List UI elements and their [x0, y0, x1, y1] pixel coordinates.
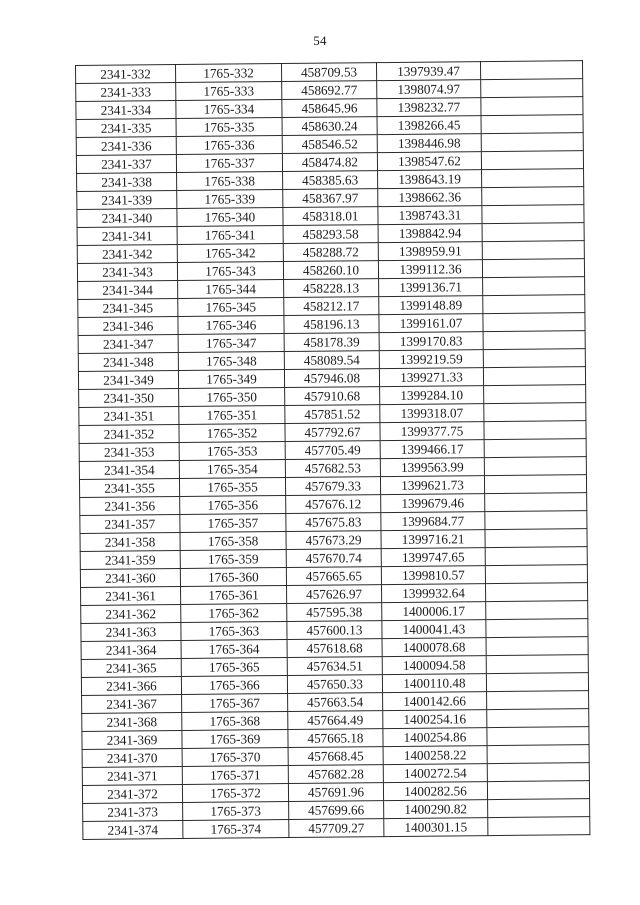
- empty-cell: [488, 817, 590, 836]
- x-coordinate-cell: 457595.38: [287, 603, 382, 622]
- empty-cell: [487, 781, 589, 800]
- point-id-cell: 2341-344: [78, 281, 178, 300]
- x-coordinate-cell: 457851.52: [285, 405, 380, 424]
- x-coordinate-cell: 458293.58: [283, 225, 378, 244]
- point-id-cell: 2341-337: [76, 155, 176, 174]
- ref-point-id-cell: 1765-336: [176, 136, 282, 155]
- point-id-cell: 2341-367: [82, 695, 182, 714]
- empty-cell: [487, 727, 589, 746]
- y-coordinate-cell: 1400272.54: [383, 764, 487, 783]
- point-id-cell: 2341-350: [79, 389, 179, 408]
- y-coordinate-cell: 1400094.58: [382, 656, 486, 675]
- y-coordinate-cell: 1400110.48: [382, 674, 486, 693]
- table-row: [83, 817, 590, 840]
- y-coordinate-cell: 1399136.71: [379, 278, 483, 297]
- x-coordinate-cell: 457792.67: [285, 423, 380, 442]
- x-coordinate-cell: 458692.77: [282, 81, 377, 100]
- ref-point-id-cell: 1765-358: [180, 531, 286, 550]
- x-coordinate-cell: 458645.96: [282, 99, 377, 118]
- empty-cell: [483, 313, 585, 332]
- point-id-cell: 2341-332: [76, 65, 176, 84]
- point-id-cell: 2341-346: [78, 317, 178, 336]
- empty-cell: [487, 763, 589, 782]
- empty-cell: [483, 277, 585, 296]
- x-coordinate-cell: 458089.54: [284, 351, 379, 370]
- x-coordinate-cell: 458196.13: [284, 315, 379, 334]
- point-id-cell: 2341-356: [80, 497, 180, 516]
- coordinate-table-container: [75, 60, 589, 840]
- ref-point-id-cell: 1765-367: [182, 693, 288, 712]
- empty-cell: [485, 493, 587, 512]
- y-coordinate-cell: 1399679.46: [381, 494, 485, 513]
- empty-cell: [484, 421, 586, 440]
- x-coordinate-cell: 457673.29: [286, 531, 381, 550]
- ref-point-id-cell: 1765-345: [178, 298, 284, 317]
- y-coordinate-cell: 1398662.36: [378, 188, 482, 207]
- point-id-cell: 2341-363: [81, 623, 181, 642]
- x-coordinate-cell: 457679.33: [285, 477, 380, 496]
- ref-point-id-cell: 1765-368: [182, 711, 288, 730]
- y-coordinate-cell: 1399284.10: [380, 386, 484, 405]
- empty-cell: [483, 295, 585, 314]
- empty-cell: [481, 79, 583, 98]
- y-coordinate-cell: 1397939.47: [376, 62, 480, 81]
- point-id-cell: 2341-357: [80, 515, 180, 534]
- point-id-cell: 2341-362: [81, 605, 181, 624]
- point-id-cell: 2341-370: [82, 749, 182, 768]
- x-coordinate-cell: 457676.12: [286, 495, 381, 514]
- ref-point-id-cell: 1765-333: [176, 82, 282, 101]
- x-coordinate-cell: 458546.52: [282, 135, 377, 154]
- y-coordinate-cell: 1399148.89: [379, 296, 483, 315]
- y-coordinate-cell: 1400006.17: [382, 602, 486, 621]
- empty-cell: [485, 511, 587, 530]
- empty-cell: [481, 133, 583, 152]
- y-coordinate-cell: 1399219.59: [379, 350, 483, 369]
- y-coordinate-cell: 1400142.66: [383, 692, 487, 711]
- x-coordinate-cell: 458385.63: [283, 171, 378, 190]
- x-coordinate-cell: 458630.24: [282, 117, 377, 136]
- ref-point-id-cell: 1765-354: [179, 459, 285, 478]
- empty-cell: [484, 403, 586, 422]
- ref-point-id-cell: 1765-359: [180, 549, 286, 568]
- empty-cell: [482, 241, 584, 260]
- x-coordinate-cell: 457665.65: [286, 567, 381, 586]
- x-coordinate-cell: 457946.08: [284, 369, 379, 388]
- y-coordinate-cell: 1399170.83: [379, 332, 483, 351]
- x-coordinate-cell: 458318.01: [283, 207, 378, 226]
- ref-point-id-cell: 1765-353: [179, 442, 285, 461]
- y-coordinate-cell: 1399810.57: [381, 566, 485, 585]
- y-coordinate-cell: 1399563.99: [380, 458, 484, 477]
- y-coordinate-cell: 1398446.98: [377, 134, 481, 153]
- empty-cell: [486, 619, 588, 638]
- empty-cell: [483, 331, 585, 350]
- empty-cell: [484, 439, 586, 458]
- point-id-cell: 2341-347: [78, 335, 178, 354]
- ref-point-id-cell: 1765-348: [178, 352, 284, 371]
- point-id-cell: 2341-333: [76, 83, 176, 102]
- point-id-cell: 2341-364: [81, 641, 181, 660]
- point-id-cell: 2341-345: [78, 299, 178, 318]
- x-coordinate-cell: 457910.68: [285, 387, 380, 406]
- x-coordinate-cell: 457699.66: [289, 801, 384, 820]
- ref-point-id-cell: 1765-363: [181, 621, 287, 640]
- point-id-cell: 2341-340: [77, 209, 177, 228]
- ref-point-id-cell: 1765-351: [179, 406, 285, 425]
- point-id-cell: 2341-348: [78, 353, 178, 372]
- ref-point-id-cell: 1765-371: [182, 765, 288, 784]
- x-coordinate-cell: 457668.45: [288, 747, 383, 766]
- y-coordinate-cell: 1399161.07: [379, 314, 483, 333]
- empty-cell: [481, 97, 583, 116]
- x-coordinate-cell: 457709.27: [289, 819, 384, 838]
- x-coordinate-cell: 457618.68: [287, 639, 382, 658]
- point-id-cell: 2341-336: [76, 137, 176, 156]
- x-coordinate-cell: 458367.97: [283, 189, 378, 208]
- point-id-cell: 2341-342: [77, 245, 177, 264]
- x-coordinate-cell: 458288.72: [283, 243, 378, 262]
- ref-point-id-cell: 1765-369: [182, 729, 288, 748]
- empty-cell: [487, 709, 589, 728]
- ref-point-id-cell: 1765-355: [179, 477, 285, 496]
- point-id-cell: 2341-359: [80, 551, 180, 570]
- ref-point-id-cell: 1765-339: [177, 190, 283, 209]
- ref-point-id-cell: 1765-372: [182, 783, 288, 802]
- empty-cell: [487, 745, 589, 764]
- point-id-cell: 2341-353: [79, 443, 179, 462]
- y-coordinate-cell: 1399684.77: [381, 512, 485, 531]
- x-coordinate-cell: 457691.96: [288, 783, 383, 802]
- x-coordinate-cell: 457670.74: [286, 549, 381, 568]
- ref-point-id-cell: 1765-352: [179, 424, 285, 443]
- ref-point-id-cell: 1765-342: [177, 244, 283, 263]
- empty-cell: [485, 565, 587, 584]
- empty-cell: [480, 61, 582, 80]
- y-coordinate-cell: 1399621.73: [380, 476, 484, 495]
- empty-cell: [484, 385, 586, 404]
- x-coordinate-cell: 457705.49: [285, 441, 380, 460]
- point-id-cell: 2341-366: [81, 677, 181, 696]
- x-coordinate-cell: 457634.51: [287, 657, 382, 676]
- point-id-cell: 2341-374: [83, 821, 183, 840]
- empty-cell: [485, 547, 587, 566]
- y-coordinate-cell: 1398266.45: [377, 116, 481, 135]
- point-id-cell: 2341-334: [76, 101, 176, 120]
- y-coordinate-cell: 1398547.62: [377, 152, 481, 171]
- ref-point-id-cell: 1765-343: [177, 262, 283, 281]
- point-id-cell: 2341-351: [79, 407, 179, 426]
- ref-point-id-cell: 1765-357: [180, 513, 286, 532]
- x-coordinate-cell: 457682.53: [285, 459, 380, 478]
- x-coordinate-cell: 457650.33: [287, 675, 382, 694]
- point-id-cell: 2341-352: [79, 425, 179, 444]
- empty-cell: [482, 223, 584, 242]
- ref-point-id-cell: 1765-341: [177, 226, 283, 245]
- ref-point-id-cell: 1765-335: [176, 118, 282, 137]
- point-id-cell: 2341-343: [77, 263, 177, 282]
- point-id-cell: 2341-368: [82, 713, 182, 732]
- y-coordinate-cell: 1398643.19: [378, 170, 482, 189]
- empty-cell: [486, 673, 588, 692]
- y-coordinate-cell: 1398074.97: [377, 80, 481, 99]
- empty-cell: [482, 187, 584, 206]
- ref-point-id-cell: 1765-346: [178, 316, 284, 335]
- y-coordinate-cell: 1400041.43: [382, 620, 486, 639]
- point-id-cell: 2341-373: [83, 803, 183, 822]
- x-coordinate-cell: 457626.97: [287, 585, 382, 604]
- empty-cell: [485, 529, 587, 548]
- ref-point-id-cell: 1765-347: [178, 334, 284, 353]
- ref-point-id-cell: 1765-338: [177, 172, 283, 191]
- y-coordinate-cell: 1399747.65: [381, 548, 485, 567]
- page-number: 54: [313, 33, 327, 48]
- ref-point-id-cell: 1765-365: [181, 657, 287, 676]
- point-id-cell: 2341-341: [77, 227, 177, 246]
- empty-cell: [488, 799, 590, 818]
- y-coordinate-cell: 1399318.07: [380, 404, 484, 423]
- empty-cell: [486, 601, 588, 620]
- point-id-cell: 2341-349: [78, 371, 178, 390]
- point-id-cell: 2341-365: [81, 659, 181, 678]
- y-coordinate-cell: 1399271.33: [379, 368, 483, 387]
- ref-point-id-cell: 1765-334: [176, 100, 282, 119]
- x-coordinate-cell: 458709.53: [281, 63, 376, 82]
- x-coordinate-cell: 458228.13: [284, 279, 379, 298]
- ref-point-id-cell: 1765-373: [183, 801, 289, 820]
- y-coordinate-cell: 1399932.64: [382, 584, 486, 603]
- x-coordinate-cell: 458212.17: [284, 297, 379, 316]
- ref-point-id-cell: 1765-349: [178, 370, 284, 389]
- empty-cell: [485, 583, 587, 602]
- point-id-cell: 2341-355: [79, 479, 179, 498]
- y-coordinate-cell: 1398842.94: [378, 224, 482, 243]
- point-id-cell: 2341-369: [82, 731, 182, 750]
- ref-point-id-cell: 1765-361: [181, 585, 287, 604]
- empty-cell: [483, 349, 585, 368]
- point-id-cell: 2341-371: [82, 767, 182, 786]
- ref-point-id-cell: 1765-340: [177, 208, 283, 227]
- empty-cell: [486, 655, 588, 674]
- x-coordinate-cell: 457682.28: [288, 765, 383, 784]
- y-coordinate-cell: 1398959.91: [378, 242, 482, 261]
- point-id-cell: 2341-339: [77, 191, 177, 210]
- point-id-cell: 2341-338: [77, 173, 177, 192]
- x-coordinate-cell: 457600.13: [287, 621, 382, 640]
- empty-cell: [484, 457, 586, 476]
- ref-point-id-cell: 1765-362: [181, 603, 287, 622]
- ref-point-id-cell: 1765-364: [181, 639, 287, 658]
- empty-cell: [482, 205, 584, 224]
- y-coordinate-cell: 1398232.77: [377, 98, 481, 117]
- point-id-cell: 2341-361: [81, 587, 181, 606]
- point-id-cell: 2341-354: [79, 461, 179, 480]
- y-coordinate-cell: 1399466.17: [380, 440, 484, 459]
- empty-cell: [487, 691, 589, 710]
- y-coordinate-cell: 1400258.22: [383, 746, 487, 765]
- coordinate-table-body: [76, 61, 590, 840]
- point-id-cell: 2341-360: [80, 569, 180, 588]
- x-coordinate-cell: 457663.54: [288, 693, 383, 712]
- x-coordinate-cell: 457665.18: [288, 729, 383, 748]
- ref-point-id-cell: 1765-356: [180, 495, 286, 514]
- point-id-cell: 2341-372: [82, 785, 182, 804]
- coordinate-table: [75, 60, 590, 840]
- point-id-cell: 2341-335: [76, 119, 176, 138]
- ref-point-id-cell: 1765-337: [176, 154, 282, 173]
- y-coordinate-cell: 1399377.75: [380, 422, 484, 441]
- ref-point-id-cell: 1765-370: [182, 747, 288, 766]
- y-coordinate-cell: 1399716.21: [381, 530, 485, 549]
- empty-cell: [482, 259, 584, 278]
- y-coordinate-cell: 1400282.56: [383, 782, 487, 801]
- x-coordinate-cell: 458260.10: [283, 261, 378, 280]
- y-coordinate-cell: 1400290.82: [384, 800, 488, 819]
- x-coordinate-cell: 458178.39: [284, 333, 379, 352]
- y-coordinate-cell: 1400078.68: [382, 638, 486, 657]
- y-coordinate-cell: 1399112.36: [378, 260, 482, 279]
- y-coordinate-cell: 1400254.86: [383, 728, 487, 747]
- y-coordinate-cell: 1398743.31: [378, 206, 482, 225]
- x-coordinate-cell: 457675.83: [286, 513, 381, 532]
- ref-point-id-cell: 1765-360: [180, 567, 286, 586]
- y-coordinate-cell: 1400254.16: [383, 710, 487, 729]
- empty-cell: [484, 475, 586, 494]
- ref-point-id-cell: 1765-332: [176, 64, 282, 83]
- ref-point-id-cell: 1765-374: [183, 819, 289, 838]
- empty-cell: [482, 169, 584, 188]
- empty-cell: [483, 367, 585, 386]
- ref-point-id-cell: 1765-366: [181, 675, 287, 694]
- ref-point-id-cell: 1765-344: [178, 280, 284, 299]
- x-coordinate-cell: 457664.49: [288, 711, 383, 730]
- x-coordinate-cell: 458474.82: [282, 153, 377, 172]
- y-coordinate-cell: 1400301.15: [384, 818, 488, 837]
- ref-point-id-cell: 1765-350: [179, 388, 285, 407]
- point-id-cell: 2341-358: [80, 533, 180, 552]
- empty-cell: [481, 151, 583, 170]
- empty-cell: [481, 115, 583, 134]
- empty-cell: [486, 637, 588, 656]
